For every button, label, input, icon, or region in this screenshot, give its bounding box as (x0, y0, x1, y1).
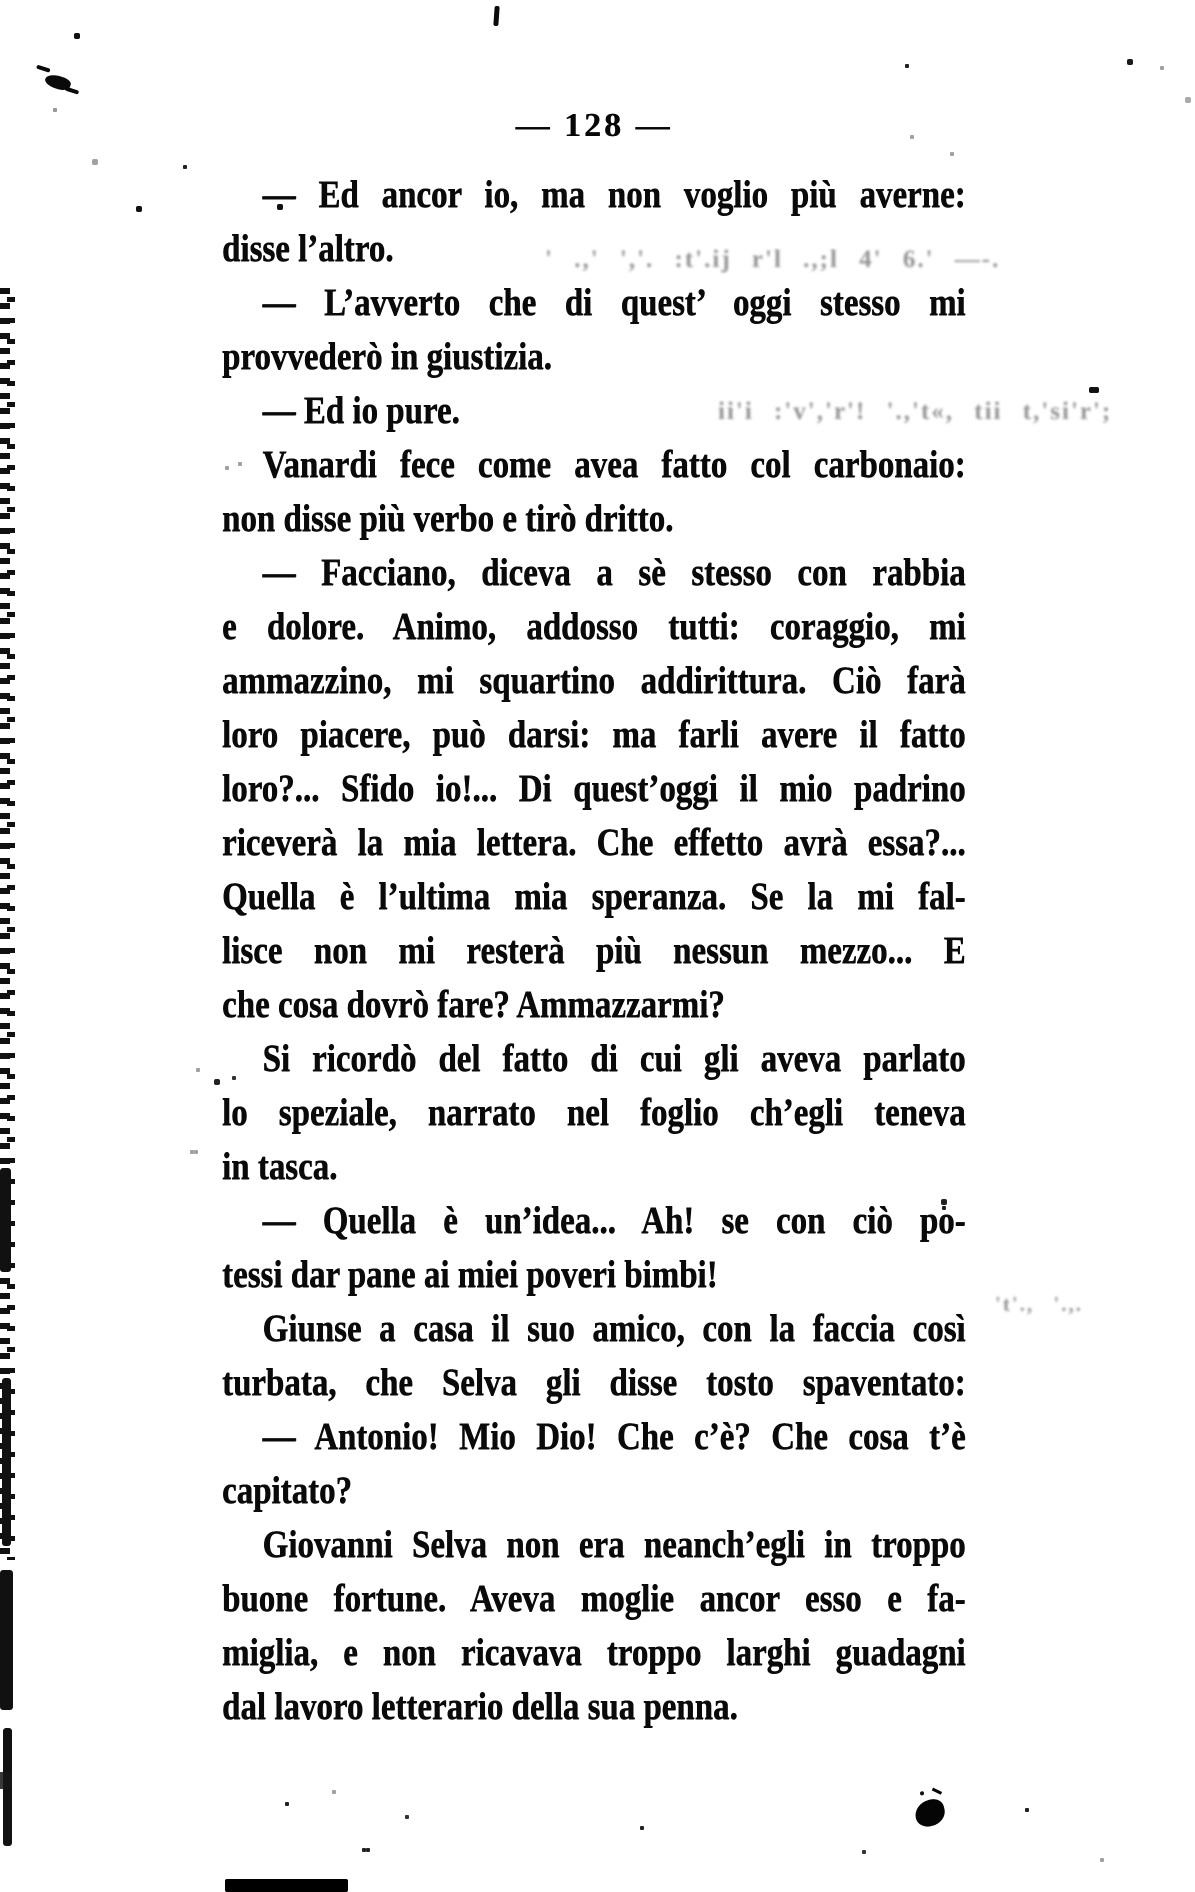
text-line: dal lavoro letterario della sua penna. (222, 1685, 738, 1728)
ghost-showthrough-text: ii'i :'v','r'! '.,'t«, tii t,'si'r'; (718, 398, 1113, 425)
text-line: — L’avverto che di quest’ oggi stesso mi (262, 281, 966, 324)
text-line: loro?... Sfido io!... Di quest’oggi il mio padrino (222, 767, 966, 810)
corner-smudge-artifact (29, 63, 88, 108)
text-line: capitato? (222, 1469, 352, 1512)
text-line: Giunse a casa il suo amico, con la faccia così (262, 1307, 966, 1350)
text-line: lo speziale, narrato nel foglio ch’egli teneva (222, 1091, 966, 1134)
ink-blot-artifact (912, 1797, 947, 1829)
text-line: miglia, e non ricavava troppo larghi guadagni (222, 1631, 966, 1674)
text-line: Quella è l’ultima mia speranza. Se la mi fal- (222, 875, 966, 918)
binding-segment (2, 1378, 11, 1546)
text-line: non disse più verbo e tirò dritto. (222, 497, 674, 540)
text-line: provvederò in giustizia. (222, 335, 552, 378)
page-number: — 128 — (515, 107, 673, 144)
faint-specks (0, 0, 4, 4)
text-line: Si ricordò del fatto di cui gli aveva parlato (262, 1037, 966, 1080)
text-line: in tasca. (222, 1145, 338, 1188)
top-edge-mark (493, 6, 499, 26)
text-line: — Quella è un’idea... Ah! se con ciò po- (262, 1199, 966, 1242)
ghost-showthrough-text: ' .,' ','. :t'.ij r'l .,;l 4' 6.' —-. (545, 246, 1001, 273)
binding-edge-artifact (0, 288, 26, 1560)
text-line: — Antonio! Mio Dio! Che c’è? Che cosa t’è (262, 1415, 966, 1458)
ghost-showthrough-text: 't'., '.,. (995, 1292, 1083, 1316)
scanner-edge-bar (225, 1879, 348, 1892)
left-edge-mark (0, 1772, 12, 1789)
text-line: buone fortune. Aveva moglie ancor esso e fa- (222, 1577, 966, 1620)
text-line: — Facciano, diceva a sè stesso con rabbia (262, 551, 966, 594)
text-line: tessi dar pane ai miei poveri bimbi! (222, 1253, 718, 1296)
text-line: — Ed ancor io, ma non voglio più averne: (262, 173, 966, 216)
text-line: e dolore. Animo, addosso tutti: coraggio, mi (222, 605, 966, 648)
text-line: Vanardi fece come avea fatto col carbonaio: (262, 443, 966, 486)
text-line: ammazzino, mi squartino addirittura. Ciò farà (222, 659, 966, 702)
text-line: loro piacere, può darsi: ma farli avere il fatto (222, 713, 966, 756)
text-line: lisce non mi resterà più nessun mezzo... E (222, 929, 966, 972)
text-line: riceverà la mia lettera. Che effetto avrà essa?... (222, 821, 966, 864)
text-line: turbata, che Selva gli disse tosto spaventato: (222, 1361, 966, 1404)
text-line: disse l’altro. (222, 227, 394, 270)
binding-segment (0, 1570, 13, 1710)
text-line: che cosa dovrò fare? Ammazzarmi? (222, 983, 725, 1026)
binding-segment (0, 1168, 11, 1272)
text-line: Giovanni Selva non era neanch’egli in troppo (262, 1523, 966, 1566)
text-line: — Ed io pure. (262, 389, 460, 432)
